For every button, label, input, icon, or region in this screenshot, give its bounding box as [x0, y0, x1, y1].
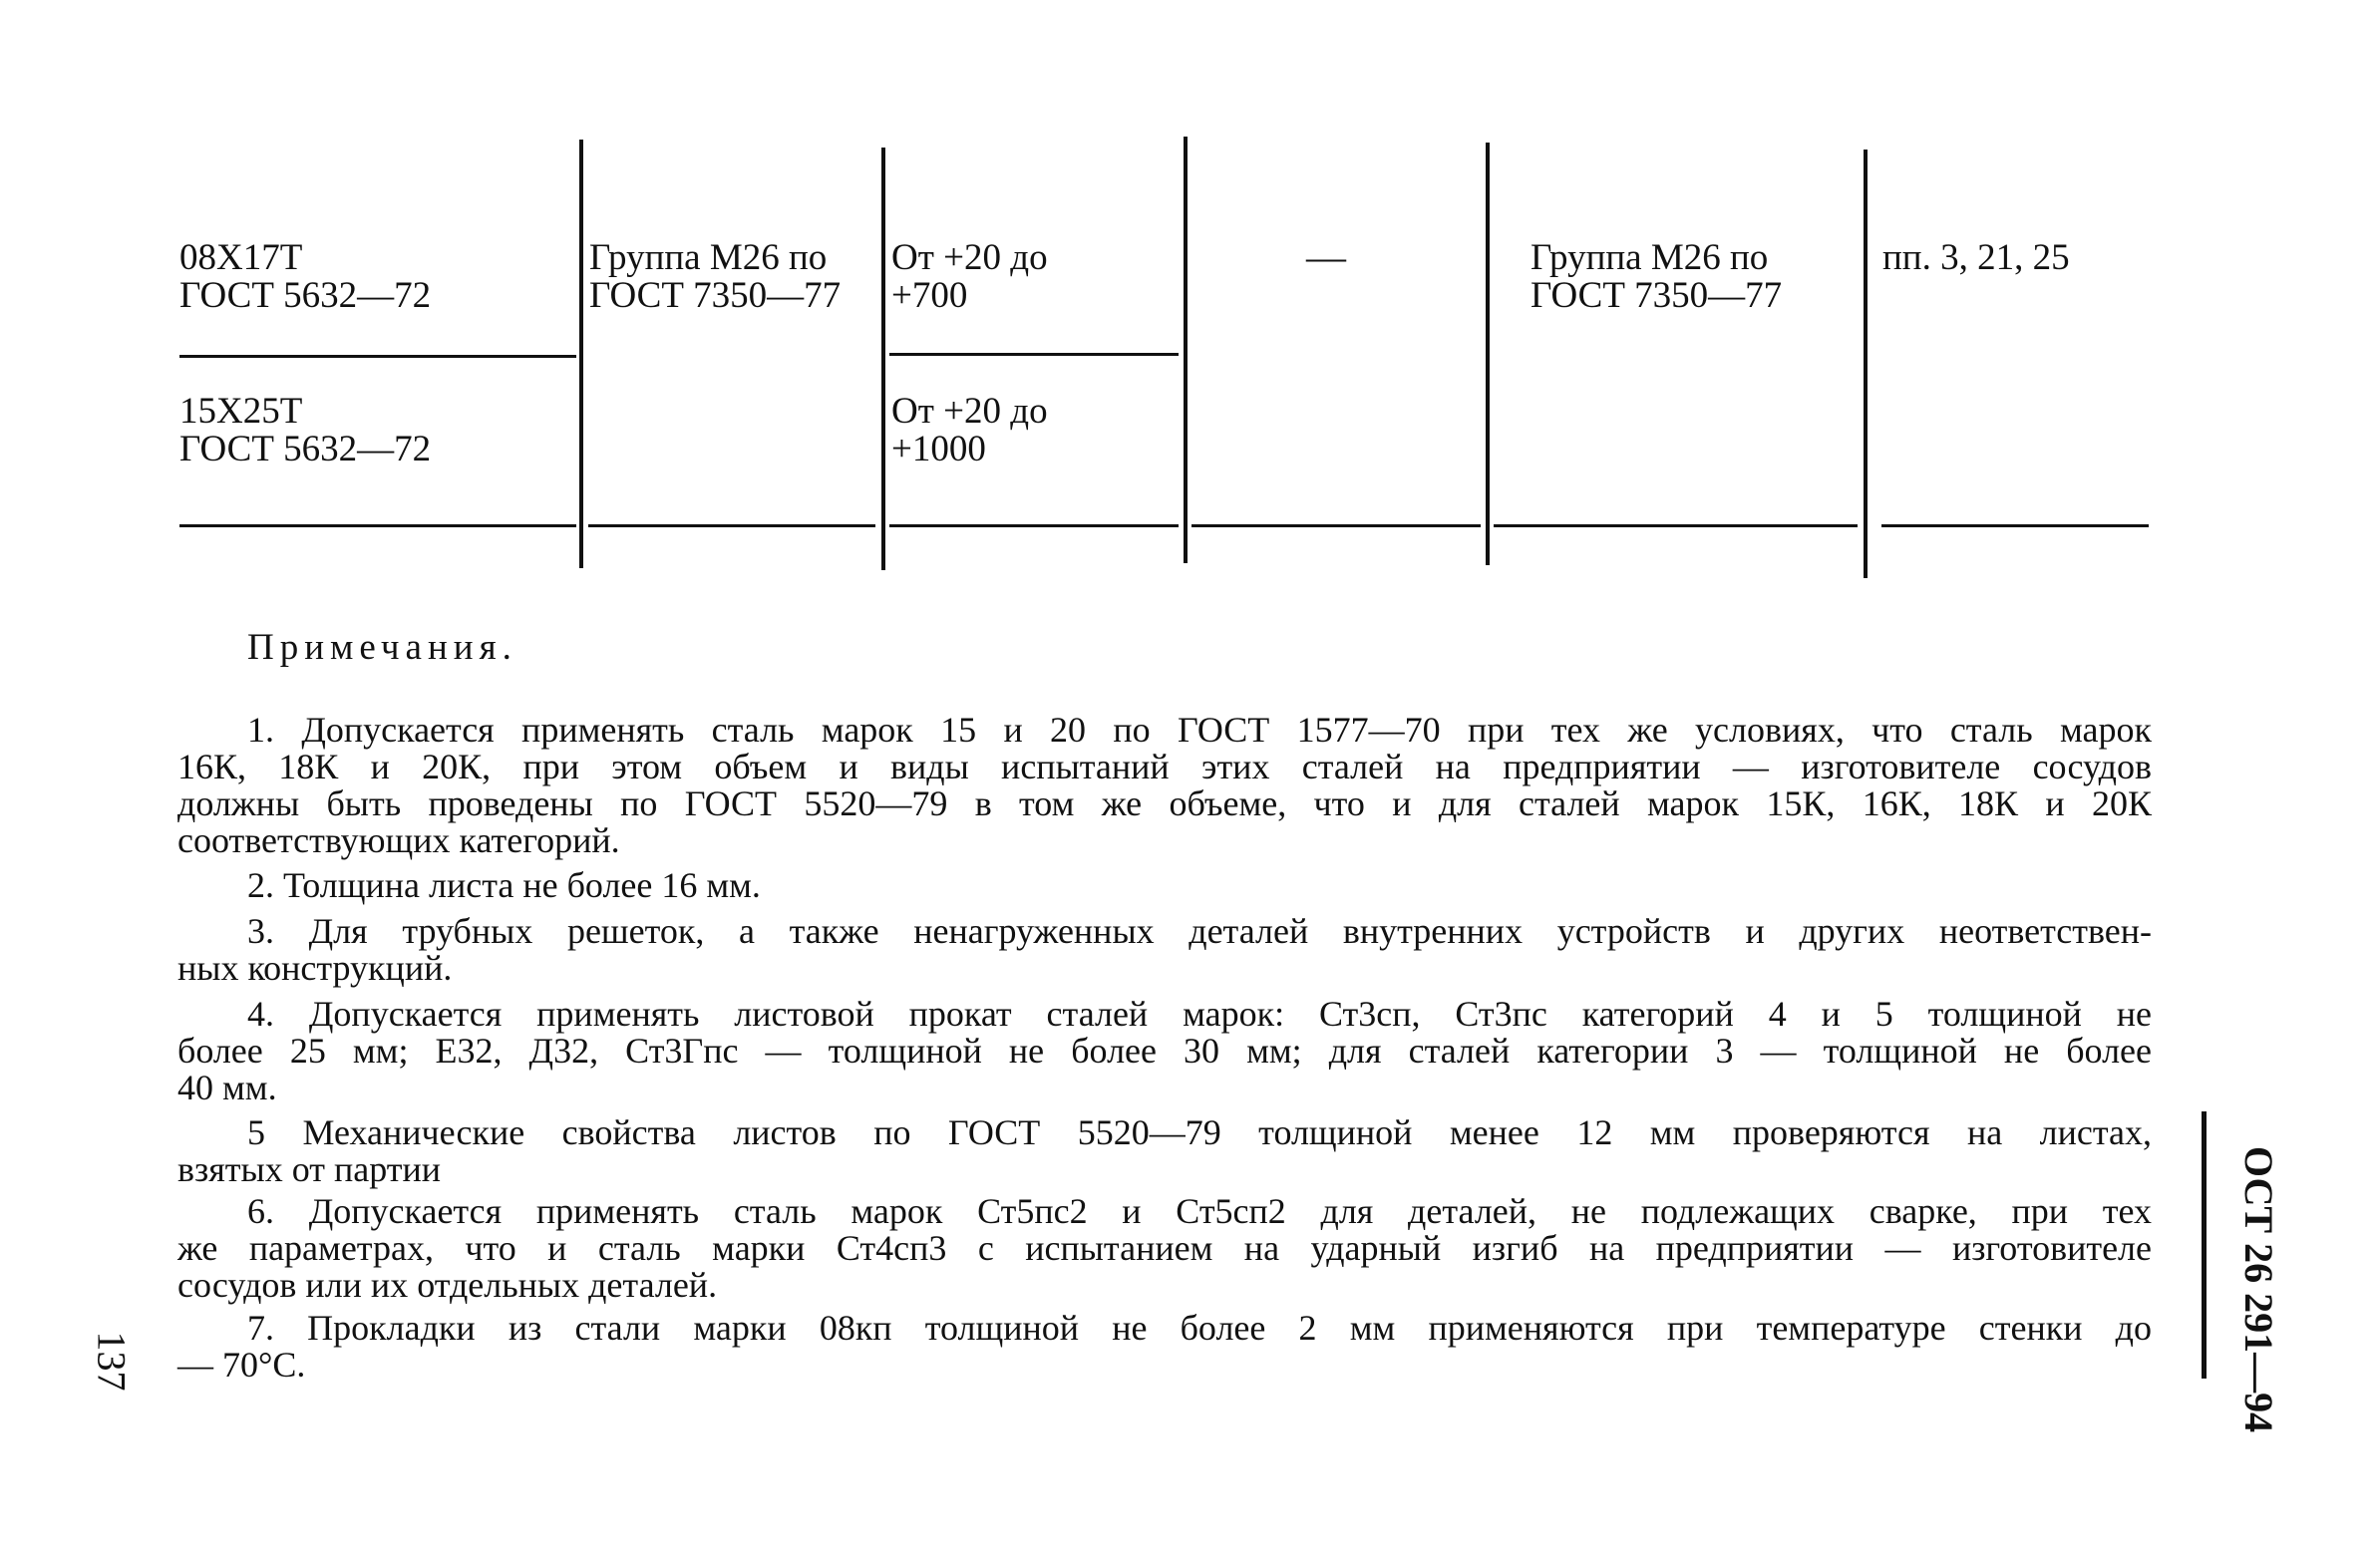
table-bottom-line — [1494, 524, 1858, 527]
note-7 — [177, 1310, 2152, 1384]
note-line: — 70°С. — [177, 1345, 306, 1385]
group-label: Группа М26 по — [589, 237, 828, 278]
note-2 — [177, 867, 2152, 904]
note-line: 2. Толщина листа не более 16 мм. — [247, 865, 761, 905]
note-line: 6. Допускается применять сталь марок Ст5пс2 и Ст5сп2 для деталей, не подлежащих сварке, при тех — [247, 1191, 2152, 1231]
note-1 — [177, 712, 2152, 859]
note-line: 1. Допускается применять сталь марок 15 и 20 по ГОСТ 1577—70 при тех же условиях, что сталь марок — [247, 710, 2152, 750]
table-row-1-temperature — [891, 239, 1048, 315]
table-bottom-line — [179, 524, 576, 527]
table-row-1-notes-ref: пп. 3, 21, 25 — [1882, 237, 2070, 278]
temperature-range: От +20 до — [891, 237, 1048, 278]
note-line: сосудов или их отдельных деталей. — [177, 1265, 718, 1305]
temperature-range-end: +1000 — [891, 429, 986, 469]
note-line: соответствующих категорий. — [177, 820, 620, 860]
steel-standard: ГОСТ 5632—72 — [179, 429, 432, 469]
group-standard: ГОСТ 7350—77 — [589, 275, 842, 316]
page-number: 137 — [89, 1331, 135, 1392]
note-line: 40 мм. — [177, 1068, 277, 1107]
steel-grade: 08Х17Т — [179, 237, 303, 278]
note-3 — [177, 913, 2152, 987]
table-vline-3 — [1184, 137, 1188, 563]
table-row-divider-temp — [889, 353, 1179, 356]
table-row-1-dash: — — [1306, 234, 1346, 279]
table-vline-1 — [579, 140, 583, 568]
table-bottom-line — [889, 524, 1179, 527]
table-row-divider-steel — [179, 355, 576, 358]
group-label: Группа М26 по — [1530, 237, 1769, 278]
steel-grade: 15Х25Т — [179, 391, 303, 432]
temperature-range-end: +700 — [891, 275, 968, 316]
side-standard-label: ОСТ 26 291—94 — [2236, 1145, 2282, 1433]
table-vline-5 — [1864, 150, 1868, 578]
table-bottom-line — [1191, 524, 1481, 527]
note-line: взятых от партии — [177, 1149, 441, 1189]
note-line: 5 Механические свойства листов по ГОСТ 5520—79 толщиной менее 12 мм проверяются на листах, — [247, 1112, 2152, 1152]
note-6 — [177, 1193, 2152, 1304]
table-row-1-steel — [179, 239, 431, 315]
note-5 — [177, 1114, 2152, 1188]
side-label-bar — [2202, 1111, 2207, 1379]
table-vline-4 — [1486, 143, 1490, 565]
notes-title: Примечания. — [247, 627, 517, 668]
table-vline-2 — [881, 148, 885, 570]
table-row-2-steel — [179, 393, 431, 468]
table-row-1-group-b — [1530, 239, 1782, 315]
table-row-2-temperature — [891, 393, 1048, 468]
note-4 — [177, 996, 2152, 1106]
table-bottom-line — [588, 524, 875, 527]
note-line: 3. Для трубных решеток, а также ненагруженных деталей внутренних устройств и других неответствен- — [247, 911, 2152, 951]
note-line: более 25 мм; Е32, Д32, Ст3Гпс — толщиной не более 30 мм; для сталей категории 3 — толщиной не более — [177, 1031, 2152, 1071]
steel-standard: ГОСТ 5632—72 — [179, 275, 432, 316]
table-bottom-line — [1881, 524, 2149, 527]
temperature-range: От +20 до — [891, 391, 1048, 432]
note-line: ных конструкций. — [177, 948, 453, 988]
note-line: же параметрах, что и сталь марки Ст4сп3 с испытанием на ударный изгиб на предприятии — изготовителе — [177, 1228, 2152, 1268]
note-line: должны быть проведены по ГОСТ 5520—79 в том же объеме, что и для сталей марок 15К, 16К, 18К и 20К — [177, 783, 2152, 823]
group-standard: ГОСТ 7350—77 — [1530, 275, 1783, 316]
note-line: 16К, 18К и 20К, при этом объем и виды испытаний этих сталей на предприятии — изготовителе сосудов — [177, 747, 2152, 786]
table-row-1-group-a — [589, 239, 841, 315]
note-line: 4. Допускается применять листовой прокат сталей марок: Ст3сп, Ст3пс категорий 4 и 5 толщиной не — [247, 994, 2152, 1034]
note-line: 7. Прокладки из стали марки 08кп толщиной не более 2 мм применяются при температуре стенки до — [247, 1308, 2152, 1348]
